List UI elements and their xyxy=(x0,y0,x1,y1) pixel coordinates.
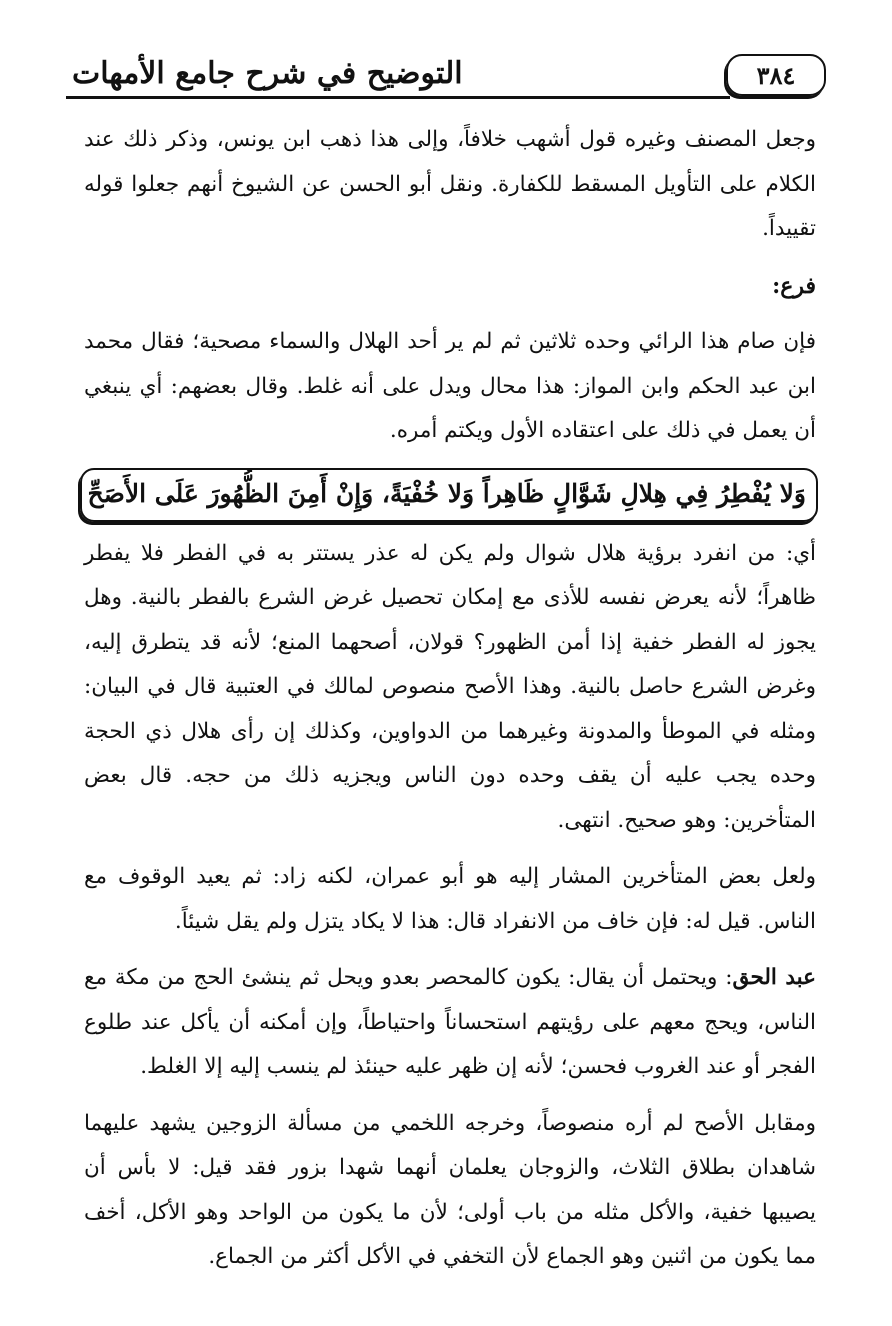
matn-box: وَلا يُفْطِرُ فِي هِلالِ شَوَّالٍ ظَاهِراً وَلا خُفْيَةً، وَإِنْ أَمِنَ الظُّهُورَ عَلَى الأَصَحِّ xyxy=(80,468,818,522)
paragraph-5 xyxy=(84,956,816,1090)
paragraph-6: ومقابل الأصح لم أره منصوصاً، وخرجه اللخمي من مسألة الزوجين يشهد عليهما شاهدان بطلاق الثلاث، والزوجان يعلمان أنهما شهدا بزور فقد قيل: لا بأس أن يصيبها خفية، والأكل مثله من باب أولى؛ لأن ما يكون من الواحد وهو الأكل، أخف مما يكون من اثنين وهو الجماع لأن التخفي في الأكل أكثر من الجماع. xyxy=(84,1110,816,1269)
page-header xyxy=(66,52,826,108)
paragraph-3: أي: من انفرد برؤية هلال شوال ولم يكن له عذر يستتر به في الفطر فلا يفطر ظاهراً؛ لأنه يعرض نفسه للأذى مع إمكان تحصيل غرض الشرع بالفطر بالنية. وهل يجوز له الفطر خفية إذا أمن الظهور؟ قولان، أصحهما المنع؛ لأنه قد يتطرق إليه، وغرض الشرع حاصل بالنية. وهذا الأصح منصوص لمالك في العتبية قال في البيان: ومثله في الموطأ والمدونة وغيرهما من الدواوين، وكذلك إن رأى هلال ذي الحجة وحده يجب عليه أن يقف وحده دون الناس ويجزيه ذلك من حجه. قال بعض المتأخرين: وهو صحيح. انتهى. xyxy=(84,540,816,833)
paragraph-1: وجعل المصنف وغيره قول أشهب خلافاً، وإلى هذا ذهب ابن يونس، وذكر ذلك عند الكلام على التأويل المسقط للكفارة. ونقل أبو الحسن عن الشيوخ أنهم جعلوا قوله تقييداً. xyxy=(84,127,816,241)
paragraph-spacer xyxy=(84,1090,816,1102)
paragraph-spacer xyxy=(84,944,816,956)
header-rule xyxy=(66,96,730,99)
running-title: التوضيح في شرح جامع الأمهات xyxy=(72,56,463,91)
paragraph-spacer xyxy=(84,308,816,320)
paragraph-spacer xyxy=(84,843,816,855)
author-name-abd-al-haqq: عبد الحق xyxy=(732,965,816,990)
paragraph-2: فإن صام هذا الرائي وحده ثلاثين ثم لم ير أحد الهلال والسماء مصحية؛ فقال محمد ابن عبد الحكم وابن المواز: هذا محال ويدل على أنه غلط. وقال بعضهم: أي ينبغي أن يعمل في ذلك على اعتقاده الأول ويكتم أمره. xyxy=(84,329,816,443)
paragraph-5-text: : ويحتمل أن يقال: يكون كالمحصر بعدو ويحل ثم ينشئ الحج من مكة مع الناس، ويحج معهم على رؤيتهم استحساناً واحتياطاً، وإن أمكنه أن يأكل عند طلوع الفجر أو عند الغروب فحسن؛ لأنه إن ظهر عليه حينئذ لم ينسب إليه إلا الغلط. xyxy=(84,965,816,1079)
page-body xyxy=(84,118,816,1280)
paragraph-4: ولعل بعض المتأخرين المشار إليه هو أبو عمران، لكنه زاد: ثم يعيد الوقوف مع الناس. قيل له: فإن خاف من الانفراد قال: هذا لا يكاد يتزل ولم يقل شيئاً. xyxy=(84,864,816,934)
subheading-far: فرع: xyxy=(772,272,816,299)
page-number: ٣٨٤ xyxy=(726,54,826,96)
paragraph-spacer xyxy=(84,252,816,264)
